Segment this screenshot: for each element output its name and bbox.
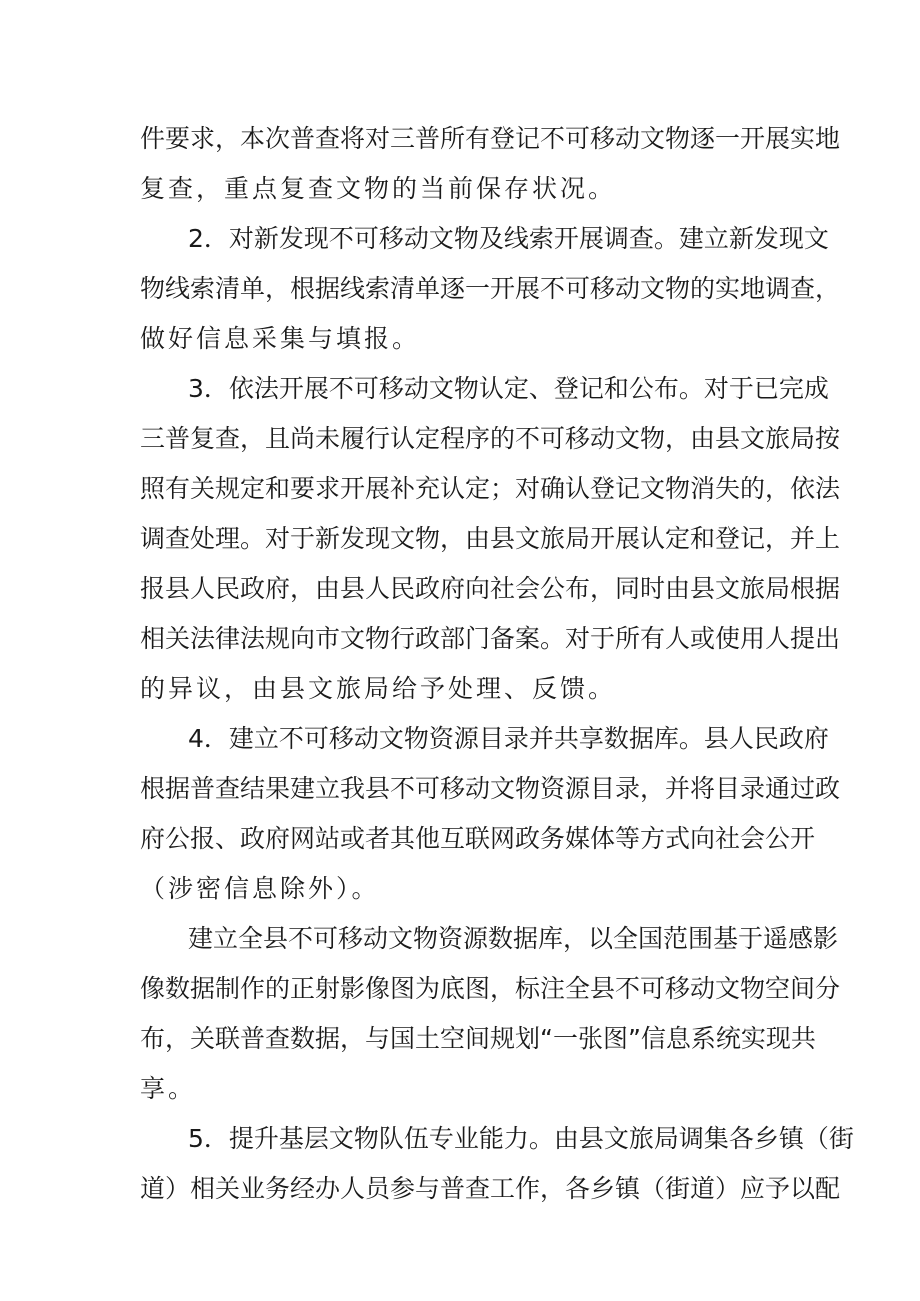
text-line: 3．依法开展不可移动文物认定、登记和公布。对于已完成 bbox=[188, 374, 829, 403]
text-line: 道）相关业务经办人员参与普查工作，各乡镇（街道）应予以配 bbox=[140, 1174, 841, 1203]
text-line: 布，关联普查数据，与国土空间规划“一张图”信息系统实现共 bbox=[140, 1024, 816, 1053]
text-line: 相关法律法规向市文物行政部门备案。对于所有人或使用人提出 bbox=[140, 624, 841, 653]
text-line: 像数据制作的正射影像图为底图，标注全县不可移动文物空间分 bbox=[140, 974, 841, 1003]
text-line: 府公报、政府网站或者其他互联网政务媒体等方式向社会公开 bbox=[140, 824, 816, 853]
text-line: 物线索清单，根据线索清单逐一开展不可移动文物的实地调查， bbox=[140, 274, 841, 303]
text-line: 做好信息采集与填报。 bbox=[140, 324, 421, 353]
text-line: 三普复查，且尚未履行认定程序的不可移动文物，由县文旅局按 bbox=[140, 424, 841, 453]
text-line: 2．对新发现不可移动文物及线索开展调查。建立新发现文 bbox=[188, 224, 829, 253]
text-line: 复查，重点复查文物的当前保存状况。 bbox=[140, 174, 617, 203]
text-line: 报县人民政府，由县人民政府向社会公布，同时由县文旅局根据 bbox=[140, 574, 841, 603]
text-line: 享。 bbox=[140, 1074, 197, 1103]
text-line: 建立全县不可移动文物资源数据库，以全国范围基于遥感影 bbox=[188, 924, 839, 953]
text-line: 根据普查结果建立我县不可移动文物资源目录，并将目录通过政 bbox=[140, 774, 841, 803]
text-line: 5．提升基层文物队伍专业能力。由县文旅局调集各乡镇（街 bbox=[188, 1124, 854, 1153]
text-line: 的异议，由县文旅局给予处理、反馈。 bbox=[140, 674, 617, 703]
text-line: 件要求，本次普查将对三普所有登记不可移动文物逐一开展实地 bbox=[140, 124, 841, 153]
text-line: 照有关规定和要求开展补充认定；对确认登记文物消失的，依法 bbox=[140, 474, 841, 503]
text-line: （涉密信息除外）。 bbox=[140, 874, 380, 903]
text-line: 调查处理。对于新发现文物，由县文旅局开展认定和登记，并上 bbox=[140, 524, 841, 553]
text-line: 4．建立不可移动文物资源目录并共享数据库。县人民政府 bbox=[188, 724, 829, 753]
